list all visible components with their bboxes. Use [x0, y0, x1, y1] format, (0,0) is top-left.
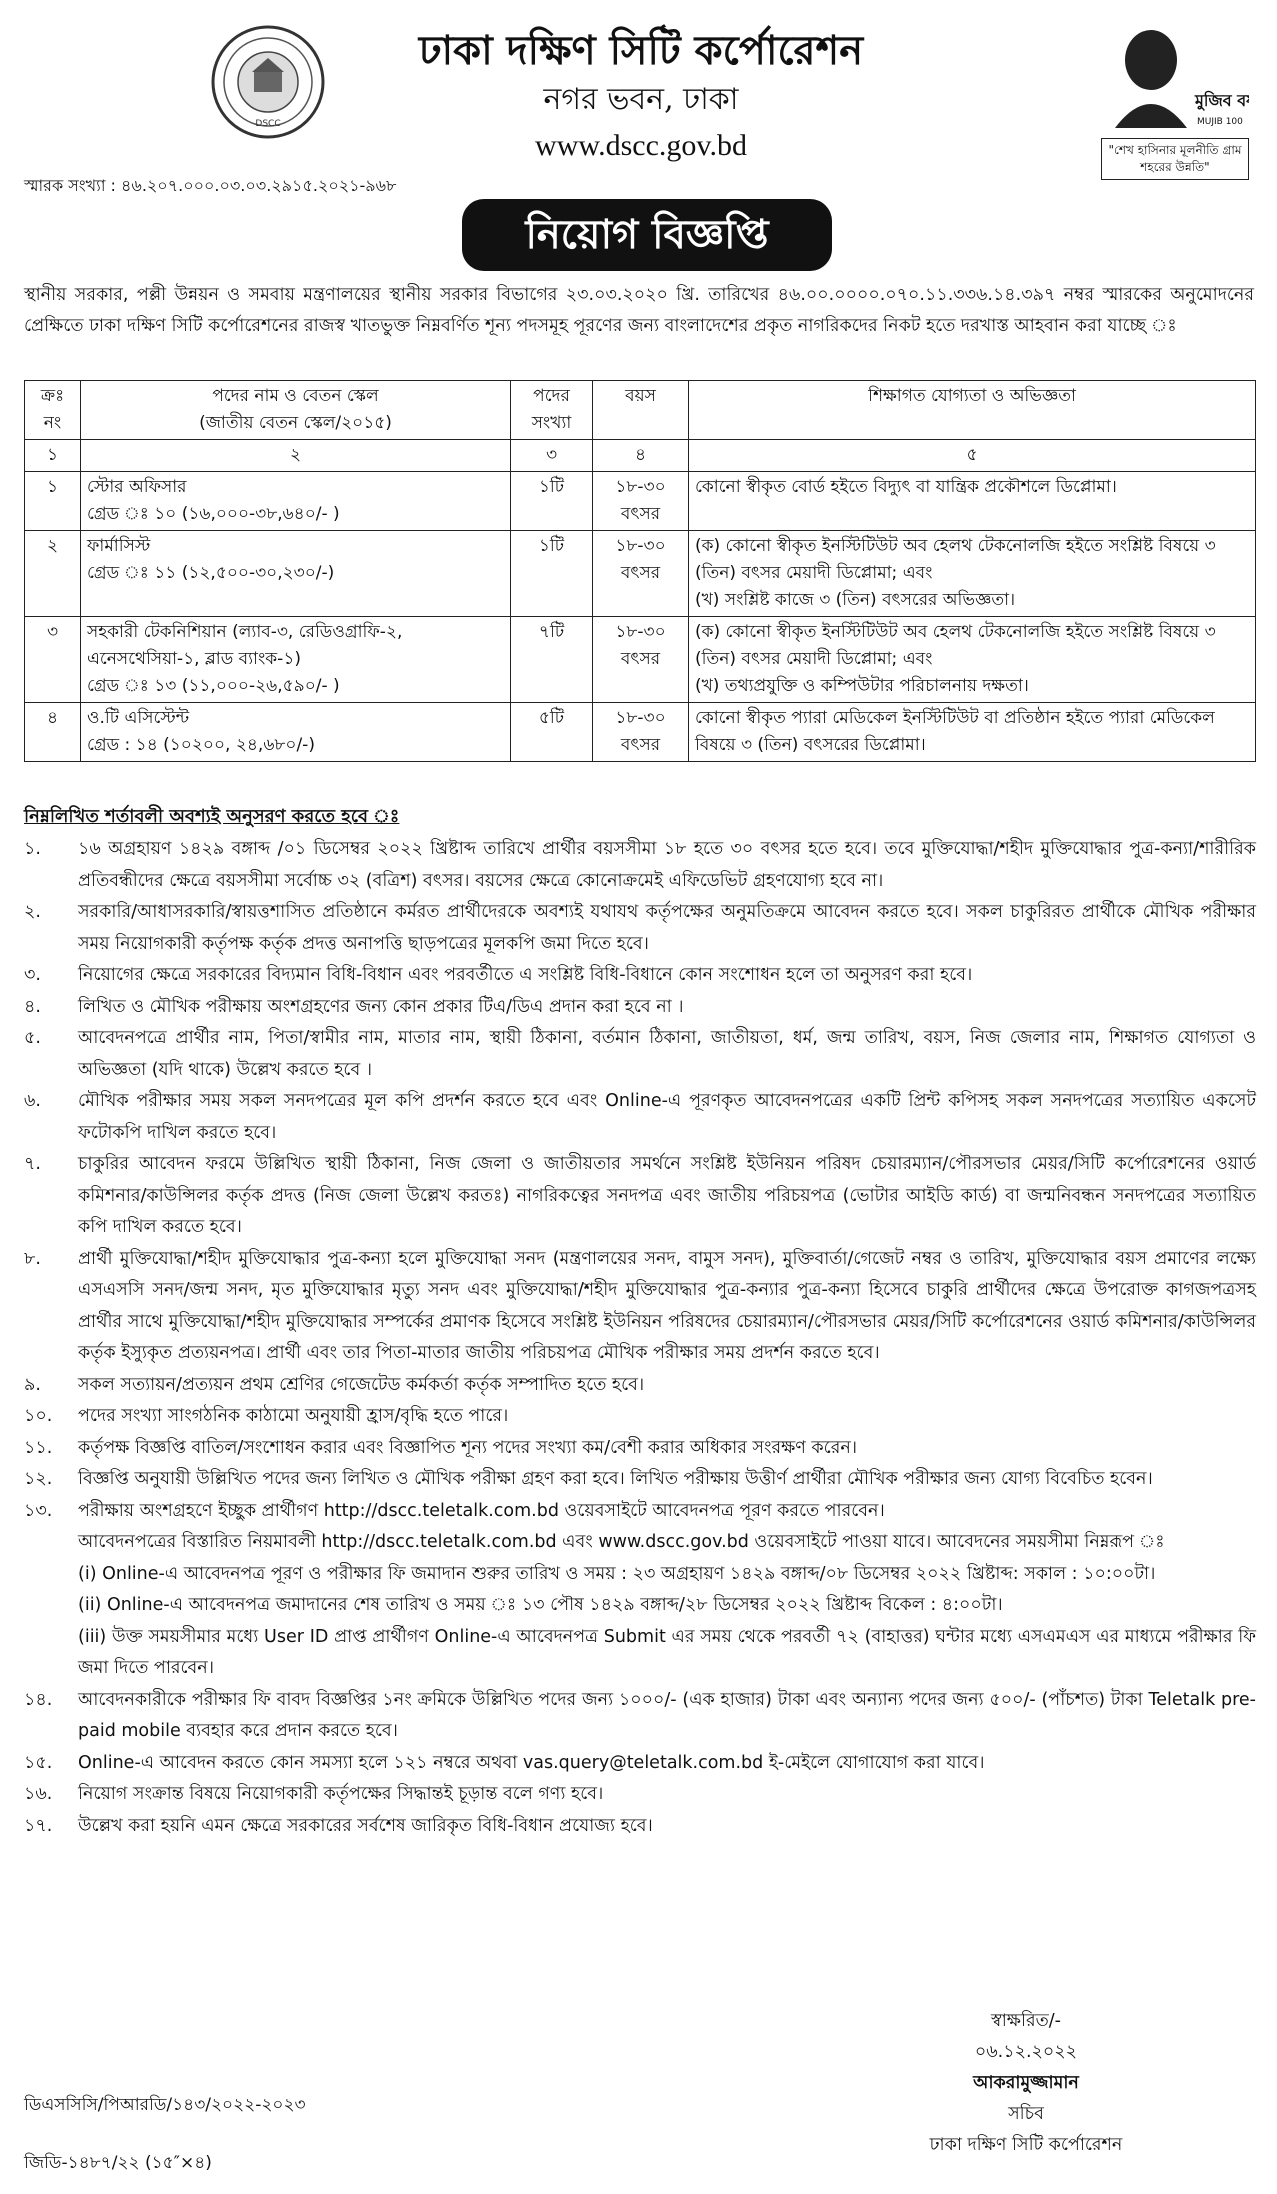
- table-row: [25, 531, 1256, 617]
- age-unit: বৎসর: [620, 563, 661, 583]
- row-count: ৫টি: [511, 703, 593, 762]
- age-range: ১৮-৩০: [615, 622, 666, 642]
- list-item: [24, 1149, 1256, 1244]
- row-qualification: [689, 531, 1256, 617]
- qualification-line: (খ) তথ্যপ্রযুক্তি ও কম্পিউটার পরিচালনায় দক্ষতা।: [695, 676, 1029, 696]
- post-grade: গ্রেড ঃ ১৩ (১১,০০০-২৬,৫৯০/- ): [87, 676, 340, 696]
- item-number: ৪.: [24, 996, 41, 1017]
- row-count: ১টি: [511, 531, 593, 617]
- row-qualification: [689, 703, 1256, 762]
- age-unit: বৎসর: [620, 649, 661, 669]
- list-item: [24, 1685, 1256, 1748]
- qualification-line: (খ) সংশ্লিষ্ট কাজে ৩ (তিন) বৎসরের অভিজ্ঞতা।: [695, 590, 1016, 610]
- post-name: সহকারী টেকনিশিয়ান (ল্যাব-৩, রেডিওগ্রাফি-২, এনেসথেসিয়া-১, ব্লাড ব্যাংক-১): [87, 622, 403, 669]
- item-text: মৌখিক পরীক্ষার সময় সকল সনদপত্রের মূল কপি প্রদর্শন করতে হবে এবং Online-এ পূরণকৃত আবেদনপত্রের একটি প্রিন্ট কপিসহ সকল সনদপত্রের সত্যায়িত একসেট ফটোকপি দাখিল করতে হবে।: [78, 1091, 1256, 1143]
- conditions-list: [24, 834, 1256, 1842]
- item-number: ১৫.: [24, 1752, 53, 1773]
- job-circular-page: [16, 14, 1261, 2180]
- table-row: [25, 703, 1256, 762]
- age-range: ১৮-৩০: [615, 708, 666, 728]
- item-text: নিয়োগের ক্ষেত্রে সরকারের বিদ্যমান বিধি-বিধান এবং পরবর্তীতে এ সংশ্লিষ্ট বিধি-বিধানে কোন সংশোধন হলে তা অনুসরণ করা হবে।: [78, 965, 973, 985]
- row-count: ৭টি: [511, 617, 593, 703]
- item-text: প্রার্থী মুক্তিযোদ্ধা/শহীদ মুক্তিযোদ্ধার পুত্র-কন্যা হলে মুক্তিযোদ্ধা সনদ (মন্ত্রণালয়ের সনদ, বামুস সনদ), মুক্তিবার্তা/গেজেট নম্বর ও তারিখ, মুক্তিযোদ্ধার বয়স প্রমাণের লক্ষ্যে এসএসসি সনদ/জন্ম সনদ, মৃত মুক্তিযোদ্ধার মৃত্যু সনদ এবং মুক্তিযোদ্ধা/শহীদ মুক্তিযোদ্ধার পুত্র-কন্যার পুত্র-কন্যা হিসেবে চাকুরি প্রার্থীদের ক্ষেত্রে উপরোক্ত কাগজপত্রসহ প্রার্থীর সাথে মুক্তিযোদ্ধা/শহীদ মুক্তিযোদ্ধার সম্পর্কের প্রমাণক হিসেবে সংশ্লিষ্ট ইউনিয়ন পরিষদের চেয়ারম্যান/পৌরসভার মেয়র/সিটি কর্পোরেশনের ওয়ার্ড কমিশনার/কাউন্সিলর কর্তৃক ইস্যুকৃত প্রত্যয়নপত্র। প্রার্থী এবং তার পিতা-মাতার জাতীয় পরিচয়পত্র মৌখিক পরীক্ষার সময় প্রদর্শন করতে হবে।: [78, 1248, 1256, 1363]
- memo-number: স্মারক সংখ্যা : ৪৬.২০৭.০০০.০৩.০৩.২৯১৫.২০২১-৯৬৮: [24, 176, 397, 195]
- col-number: ৩: [511, 440, 593, 472]
- row-post: [81, 531, 511, 617]
- item-number: ১১.: [24, 1437, 53, 1458]
- list-item: [24, 1433, 1256, 1465]
- row-qualification: [689, 472, 1256, 531]
- reference-number: ডিএসসিসি/পিআরডি/১৪৩/২০২২-২০২৩: [24, 2095, 306, 2115]
- row-post: [81, 472, 511, 531]
- item-text: সরকারি/আধাসরকারি/স্বায়ত্তশাসিত প্রতিষ্ঠানে কর্মরত প্রার্থীদেরকে অবশ্যই যথাযথ কর্তৃপক্ষের অনুমতিক্রমে আবেদন করতে হবে। সকল চাকুরিরত প্রার্থীকে মৌখিক পরীক্ষার সময় নিয়োগকারী কর্তৃপক্ষ কর্তৃক প্রদত্ত অনাপত্তি ছাড়পত্রের মূলকপি জমা দিতে হবে।: [78, 902, 1256, 954]
- item-text: চাকুরির আবেদন ফরমে উল্লিখিত স্থায়ী ঠিকানা, নিজ জেলা ও জাতীয়তার সমর্থনে সংশ্লিষ্ট ইউনিয়ন পরিষদ চেয়ারম্যান/পৌরসভার মেয়র/সিটি কর্পোরেশনের ওয়ার্ড কমিশনার/কাউন্সিলর কর্তৃক প্রদত্ত (নিজ জেলা উল্লেখ করতঃ) নাগরিকত্বের সনদপত্র এবং জাতীয় পরিচয়পত্র (ভোটার আইডি কার্ড) বা জন্মনিবন্ধন সনদপত্রের সত্যায়িত কপি দাখিল করতে হবে।: [78, 1154, 1256, 1237]
- age-unit: বৎসর: [620, 735, 661, 755]
- row-serial: ৪: [25, 703, 81, 762]
- list-item: [24, 834, 1256, 897]
- post-name: স্টোর অফিসার: [87, 477, 187, 497]
- list-item: [24, 1086, 1256, 1149]
- list-item: [24, 897, 1256, 960]
- signatory-name: আকরামুজ্জামান: [973, 2073, 1079, 2093]
- vacancy-table: [24, 380, 1256, 762]
- item-text: পদের সংখ্যা সাংগঠনিক কাঠামো অনুযায়ী হ্রাস/বৃদ্ধি হতে পারে।: [78, 1406, 509, 1426]
- mujib-portrait-icon: [1101, 20, 1249, 130]
- org-website: www.dscc.gov.bd: [535, 129, 747, 162]
- post-grade: গ্রেড : ১৪ (১০২০০, ২৪,৬৮০/-): [87, 735, 315, 755]
- dscc-emblem-icon: [210, 24, 326, 140]
- item-text: ১৬ অগ্রহায়ণ ১৪২৯ বঙ্গাব্দ /০১ ডিসেম্বর ২০২২ খ্রিষ্টাব্দ তারিখে প্রার্থীর বয়সসীমা ১৮ হতে ৩০ বৎসর হতে হবে। তবে মুক্তিযোদ্ধা/শহীদ মুক্তিযোদ্ধার পুত্র-কন্যা/শারীরিক প্রতিবন্ধীদের ক্ষেত্রে বয়সসীমা সর্বোচ্চ ৩২ (বত্রিশ) বৎসর। বয়সের ক্ষেত্রে কোনোক্রমেই এফিডেভিট গ্রহণযোগ্য হবে না।: [78, 839, 1257, 891]
- item-text: [78, 1496, 1256, 1685]
- row-post: [81, 703, 511, 762]
- list-item: [24, 1779, 1256, 1811]
- list-item: [24, 1401, 1256, 1433]
- item-number: ১.: [24, 839, 41, 859]
- item-text: সকল সত্যায়ন/প্রত্যয়ন প্রথম শ্রেণির গেজেটেড কর্মকর্তা কর্তৃক সম্পাদিত হতে হবে।: [78, 1374, 645, 1395]
- signatory-title: সচিব: [1008, 2104, 1044, 2124]
- row-age: [593, 703, 689, 762]
- item-number: ১০.: [24, 1406, 53, 1426]
- list-item: [24, 1811, 1256, 1843]
- schedule-fee: (iii) উক্ত সময়সীমার মধ্যে User ID প্রাপ্ত প্রার্থীগণ Online-এ আবেদনপত্র Submit এর সময় থেকে পরবর্তী ৭২ (বাহাত্তর) ঘন্টার মধ্যে এসএমএস এর মাধ্যমে পরীক্ষার ফি জমা দিতে পারবেন।: [78, 1626, 1256, 1678]
- signature-block: [876, 2006, 1176, 2161]
- list-item: [24, 992, 1256, 1024]
- qualification-line: কোনো স্বীকৃত বোর্ড হইতে বিদ্যুৎ বা যান্ত্রিক প্রকৌশলে ডিপ্লোমা।: [695, 477, 1117, 497]
- post-grade: গ্রেড ঃ ১০ (১৬,০০০-৩৮,৬৪০/- ): [87, 504, 340, 524]
- item-number: ৯.: [24, 1374, 41, 1395]
- svg-text:মুজিব বর্ষ: মুজিব বর্ষ: [1195, 91, 1249, 110]
- list-item: [24, 1748, 1256, 1780]
- list-item: [24, 1370, 1256, 1402]
- intro-paragraph: স্থানীয় সরকার, পল্লী উন্নয়ন ও সমবায় মন্ত্রণালয়ের স্থানীয় সরকার বিভাগের ২৩.০৩.২০২০ খ্রি. তারিখের ৪৬.০০.০০০০.০৭০.১১.৩৩৬.১৪.৩৯৭ নম্বর স্মারকের অনুমোদনের প্রেক্ষিতে ঢাকা দক্ষিণ সিটি কর্পোরেশনের রাজস্ব খাতভুক্ত নিম্নবর্ণিত শূন্য পদসমূহ পূরণের জন্য বাংলাদেশের প্রকৃত নাগরিকদের নিকট হতে দরখাস্ত আহবান করা যাচ্ছে ঃ: [24, 285, 1254, 336]
- item-number: ১৭.: [24, 1815, 53, 1836]
- gd-number: জিডি-১৪৮৭/২২ (১৫″×৪): [24, 2153, 212, 2173]
- col-number: ২: [81, 440, 511, 472]
- item-text: লিখিত ও মৌখিক পরীক্ষায় অংশগ্রহণের জন্য কোন প্রকার টিএ/ডিএ প্রদান করা হবে না ।: [78, 996, 684, 1017]
- row-count: ১টি: [511, 472, 593, 531]
- list-item: [24, 1244, 1256, 1370]
- header-post: [81, 381, 511, 440]
- schedule-end: (ii) Online-এ আবেদনপত্র জমাদানের শেষ তারিখ ও সময় ঃ ১৩ পৌষ ১৪২৯ বঙ্গাব্দ/২৮ ডিসেম্বর ২০২২ খ্রিষ্টাব্দ বিকেল : ৪:০০টা।: [78, 1595, 1003, 1615]
- qualification-line: (ক) কোনো স্বীকৃত ইনস্টিটিউট অব হেলথ টেকনোলজি হইতে সংশ্লিষ্ট বিষয়ে ৩ (তিন) বৎসর মেয়াদী ডিপ্লোমা; এবং: [695, 622, 1216, 669]
- item-number: ৮.: [24, 1248, 41, 1269]
- header-serial: ক্রঃ নং: [25, 381, 81, 440]
- item-text: বিজ্ঞপ্তি অনুযায়ী উল্লিখিত পদের জন্য লিখিত ও মৌখিক পরীক্ষা গ্রহণ করা হবে। লিখিত পরীক্ষায় উত্তীর্ণ প্রার্থীরা মৌখিক পরীক্ষার জন্য যোগ্য বিবেচিত হবেন।: [78, 1469, 1153, 1489]
- post-name: ও.টি এসিস্টেন্ট: [87, 708, 190, 728]
- qualification-line: কোনো স্বীকৃত প্যারা মেডিকেল ইনস্টিটিউট বা প্রতিষ্ঠান হইতে প্যারা মেডিকেল বিষয়ে ৩ (তিন) বৎসরের ডিপ্লোমা।: [695, 708, 1215, 755]
- item-number: ২.: [24, 902, 41, 922]
- post-grade: গ্রেড ঃ ১১ (১২,৫০০-৩০,২৩০/-): [87, 563, 335, 583]
- signatory-org: ঢাকা দক্ষিণ সিটি কর্পোরেশন: [929, 2135, 1123, 2155]
- col-number: ৪: [593, 440, 689, 472]
- item-text: কর্তৃপক্ষ বিজ্ঞপ্তি বাতিল/সংশোধন করার এবং বিজ্ঞাপিত শূন্য পদের সংখ্যা কম/বেশী করার অধিকার সংরক্ষণ করেন।: [78, 1437, 858, 1458]
- list-item: [24, 1023, 1256, 1086]
- col-number: ৫: [689, 440, 1256, 472]
- row-age: [593, 617, 689, 703]
- qualification-line: (ক) কোনো স্বীকৃত ইনস্টিটিউট অব হেলথ টেকনোলজি হইতে সংশ্লিষ্ট বিষয়ে ৩ (তিন) বৎসর মেয়াদী ডিপ্লোমা; এবং: [695, 536, 1216, 583]
- age-range: ১৮-৩০: [615, 477, 666, 497]
- age-unit: বৎসর: [620, 504, 661, 524]
- signed-mark: স্বাক্ষরিত/-: [991, 2011, 1061, 2031]
- header-age: বয়স: [593, 381, 689, 440]
- table-row: [25, 472, 1256, 531]
- item-text: Online-এ আবেদন করতে কোন সমস্যা হলে ১২১ নম্বরে অথবা vas.query@teletalk.com.bd ই-মেইলে যোগাযোগ করা যাবে।: [78, 1752, 985, 1773]
- slogan-box: "শেখ হাসিনার মূলনীতি গ্রাম শহরের উন্নতি": [1101, 138, 1249, 180]
- item-number: ৭.: [24, 1154, 41, 1174]
- item-text: উল্লেখ করা হয়নি এমন ক্ষেত্রে সরকারের সর্বশেষ জারিকৃত বিধি-বিধান প্রযোজ্য হবে।: [78, 1815, 653, 1836]
- item-number: ১৬.: [24, 1784, 53, 1804]
- list-item: [24, 1464, 1256, 1496]
- table-row: [25, 617, 1256, 703]
- org-subtitle: নগর ভবন, ঢাকা: [543, 82, 739, 117]
- post-name: ফার্মাসিস্ট: [87, 536, 151, 556]
- item-number: ৬.: [24, 1091, 41, 1111]
- list-item: [24, 1496, 1256, 1685]
- svg-text:DSCC: DSCC: [255, 119, 281, 129]
- column-number-row: [25, 440, 1256, 472]
- item-number: ১৩.: [24, 1500, 53, 1521]
- item-text: নিয়োগ সংক্রান্ত বিষয়ে নিয়োগকারী কর্তৃপক্ষের সিদ্ধান্তই চূড়ান্ত বলে গণ্য হবে।: [78, 1784, 604, 1804]
- header-post-sub: (জাতীয় বেতন স্কেল/২০১৫): [199, 413, 392, 433]
- application-site-line: পরীক্ষায় অংশগ্রহণে ইচ্ছুক প্রার্থীগণ http://dscc.teletalk.com.bd ওয়েবসাইটে আবেদনপত্র পূরণ করতে পারবেন।: [78, 1500, 885, 1521]
- row-qualification: [689, 617, 1256, 703]
- item-text: আবেদনকারীকে পরীক্ষার ফি বাবদ বিজ্ঞপ্তির ১নং ক্রমিকে উল্লিখিত পদের জন্য ১০০০/- (এক হাজার) টাকা এবং অন্যান্য পদের জন্য ৫০০/- (পাঁচশত) টাকা Teletalk pre-paid mobile ব্যবহার করে প্রদান করতে হবে।: [78, 1689, 1256, 1741]
- header-post-label: পদের নাম ও বেতন স্কেল: [212, 386, 379, 406]
- row-age: [593, 531, 689, 617]
- row-serial: ২: [25, 531, 81, 617]
- row-post: [81, 617, 511, 703]
- row-serial: ৩: [25, 617, 81, 703]
- signature-date: ০৬.১২.২০২২: [974, 2042, 1078, 2062]
- header-qualification: শিক্ষাগত যোগ্যতা ও অভিজ্ঞতা: [689, 381, 1256, 440]
- org-title: ঢাকা দক্ষিণ সিটি কর্পোরেশন: [418, 27, 864, 74]
- item-number: ১৪.: [24, 1689, 53, 1710]
- item-number: ৫.: [24, 1028, 41, 1048]
- row-serial: ১: [25, 472, 81, 531]
- svg-text:MUJIB 100: MUJIB 100: [1197, 117, 1243, 127]
- item-number: ৩.: [24, 965, 41, 985]
- row-age: [593, 472, 689, 531]
- item-number: ১২.: [24, 1469, 53, 1489]
- notice-banner: নিয়োগ বিজ্ঞপ্তি: [462, 199, 832, 271]
- col-number: ১: [25, 440, 81, 472]
- schedule-start: (i) Online-এ আবেদনপত্র পূরণ ও পরীক্ষার ফি জমাদান শুরুর তারিখ ও সময় : ২৩ অগ্রহায়ণ ১৪২৯ বঙ্গাব্দ/০৮ ডিসেম্বর ২০২২ খ্রিষ্টাব্দ: সকাল : ১০:০০টা।: [78, 1563, 1156, 1584]
- item-text: আবেদনপত্রে প্রার্থীর নাম, পিতা/স্বামীর নাম, মাতার নাম, স্থায়ী ঠিকানা, বর্তমান ঠিকানা, জাতীয়তা, ধর্ম, জন্ম তারিখ, বয়স, নিজ জেলার নাম, শিক্ষাগত যোগ্যতা ও অভিজ্ঞতা (যদি থাকে) উল্লেখ করতে হবে ।: [78, 1028, 1256, 1080]
- header-count: পদের সংখ্যা: [511, 381, 593, 440]
- table-header-row: [25, 381, 1256, 440]
- conditions-heading: নিম্নলিখিত শর্তাবলী অবশ্যই অনুসরণ করতে হবে ঃ: [24, 806, 400, 827]
- age-range: ১৮-৩০: [615, 536, 666, 556]
- application-rules-line: আবেদনপত্রের বিস্তারিত নিয়মাবলী http://dscc.teletalk.com.bd এবং www.dscc.gov.bd ওয়েবসাইটে পাওয়া যাবে। আবেদনের সময়সীমা নিম্নরূপ ঃ: [78, 1532, 1165, 1552]
- mujib-logo: [1101, 20, 1249, 196]
- list-item: [24, 960, 1256, 992]
